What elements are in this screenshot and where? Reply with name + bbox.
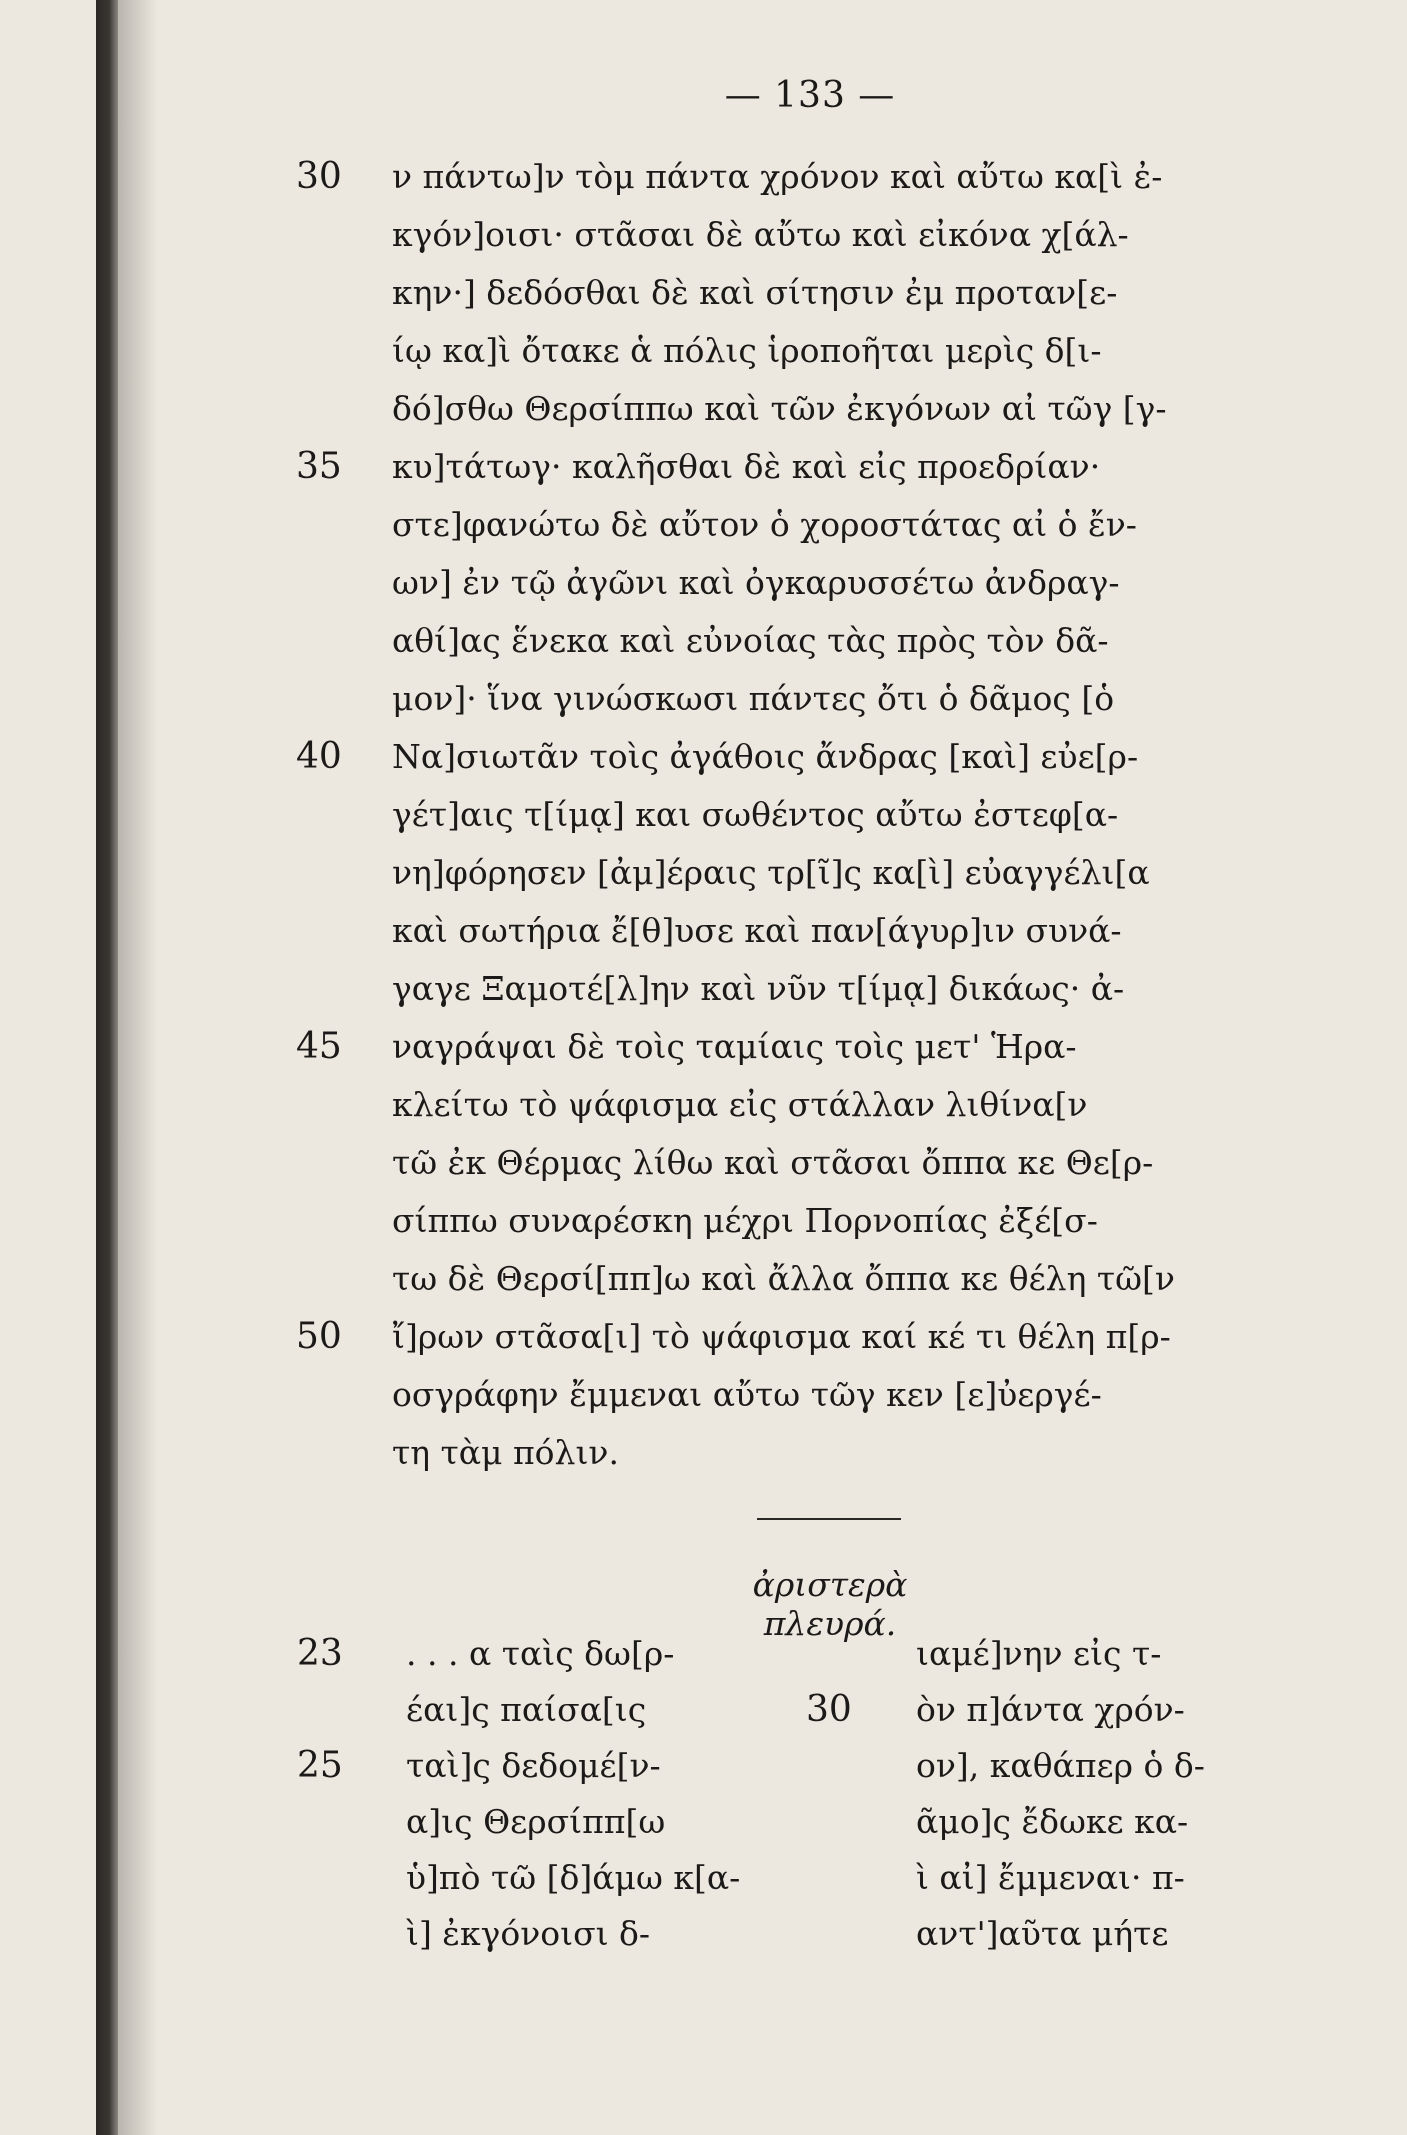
line-text: οσγράφην ἔμμεναι αὔτω τῶγ κεν [ε]ὐεργέ- <box>392 1375 1102 1414</box>
text-line <box>0 1424 1407 1482</box>
text-line <box>806 1681 1407 1739</box>
line-text: σίππω συναρέσκη μέχρι Πορνοπίας ἐξέ[σ- <box>392 1201 1098 1240</box>
text-line <box>0 1134 1407 1192</box>
text-line <box>0 1018 1407 1076</box>
line-number: 30 <box>296 156 342 197</box>
line-text: αντ']αῦτα μήτε <box>916 1914 1169 1953</box>
text-line <box>820 1737 1407 1795</box>
line-text: ἴ]ρων στᾶσα[ι] τὸ ψάφισμα καί κέ τι θέλη π[ρ- <box>392 1317 1171 1356</box>
line-text: ων] ἐν τῷ ἀγῶνι καὶ ὀγκαρυσσέτω ἀνδραγ- <box>392 563 1120 602</box>
line-text: μον]· ἵνα γινώσκωσι πάντες ὄτι ὁ δᾶμος [ὁ <box>392 679 1115 718</box>
line-text: ὶ αἰ] ἔμμεναι· π- <box>916 1858 1185 1897</box>
text-line <box>0 148 1407 206</box>
line-text: αθί]ας ἕνεκα καὶ εὐνοίας τὰς πρὸς τὸν δᾶ- <box>392 621 1109 660</box>
text-line <box>0 206 1407 264</box>
line-text: ὶ] ἐκγόνοισι δ- <box>406 1914 651 1953</box>
line-text: έαι]ς παίσα[ις <box>406 1690 647 1729</box>
line-text: ᾶμο]ς ἔδωκε κα- <box>916 1802 1189 1841</box>
text-line <box>0 322 1407 380</box>
line-number: 35 <box>296 446 342 487</box>
line-text: γέτ]αις τ[ίμᾳ] και σωθέντος αὔτω ἐστεφ[α- <box>392 795 1119 834</box>
text-line <box>0 1250 1407 1308</box>
line-text: τῶ ἐκ Θέρμας λίθω καὶ στᾶσαι ὄππα κε Θε[ρ- <box>392 1143 1154 1182</box>
line-text: νη]φόρησεν [ἀμ]έραις τρ[ῖ]ς κα[ὶ] εὐαγγέλι[α <box>392 853 1150 892</box>
line-text: κυ]τάτωγ· καλῆσθαι δὲ καὶ εἰς προεδρίαν· <box>392 447 1101 486</box>
section-heading: ἀριστερὰ πλευρά. <box>752 1565 908 1643</box>
page-number: — 133 — <box>724 75 896 116</box>
text-line <box>0 1308 1407 1366</box>
text-line <box>0 554 1407 612</box>
text-line <box>0 902 1407 960</box>
text-line <box>0 264 1407 322</box>
line-text: ὸν π]άντα χρόν- <box>916 1690 1185 1729</box>
line-text: τω δὲ Θερσί[ππ]ω καὶ ἄλλα ὄππα κε θέλη τῶ[ν <box>392 1259 1175 1298</box>
text-line <box>0 380 1407 438</box>
line-text: τη τὰμ πόλιν. <box>392 1433 619 1472</box>
line-text: ὑ]πὸ τῶ [δ]άμω κ[α- <box>406 1858 741 1897</box>
line-text: . . . α ταὶς δω[ρ- <box>406 1634 675 1673</box>
line-text: Να]σιωτᾶν τοὶς ἀγάθοις ἄνδρας [καὶ] εὐε[ρ- <box>392 737 1139 776</box>
line-number: 45 <box>296 1026 342 1067</box>
line-number: 25 <box>297 1745 343 1786</box>
line-text: κγόν]οισι· στᾶσαι δὲ αὔτω καὶ εἰκόνα χ[άλ- <box>392 215 1129 254</box>
line-text: κην·] δεδόσθαι δὲ καὶ σίτησιν ἐμ προταν[ε- <box>392 273 1118 312</box>
text-line <box>0 960 1407 1018</box>
line-number: 50 <box>296 1316 342 1357</box>
line-number: 30 <box>806 1689 852 1730</box>
line-text: ν πάντω]ν τὸμ πάντα χρόνον καὶ αὔτω κα[ὶ ἐ- <box>392 157 1163 196</box>
line-text: ναγράψαι δὲ τοὶς ταμίαις τοὶς μετ' Ἡρα- <box>392 1027 1077 1066</box>
text-line <box>0 844 1407 902</box>
text-line <box>0 728 1407 786</box>
text-line <box>0 786 1407 844</box>
line-number: 23 <box>297 1633 343 1674</box>
text-line <box>0 1076 1407 1134</box>
line-text: κλείτω τὸ ψάφισμα εἰς στάλλαν λιθίνα[ν <box>392 1085 1088 1124</box>
text-line <box>0 1192 1407 1250</box>
text-line <box>0 496 1407 554</box>
text-line <box>0 612 1407 670</box>
text-line <box>820 1905 1407 1963</box>
line-text: καὶ σωτήρια ἔ[θ]υσε καὶ παν[άγυρ]ιν συνά- <box>392 911 1122 950</box>
line-text: α]ις Θερσίππ[ω <box>406 1802 666 1841</box>
text-line <box>0 670 1407 728</box>
text-line <box>820 1625 1407 1683</box>
line-text: ον], καθάπερ ὁ δ- <box>916 1746 1205 1785</box>
line-text: στε]φανώτω δὲ αὔτον ὁ χοροστάτας αἰ ὁ ἔν- <box>392 505 1137 544</box>
line-text: ίῳ κα]ὶ ὄτακε ἁ πόλις ἱροποῆται μερὶς δ[ι- <box>392 331 1102 370</box>
text-line <box>820 1793 1407 1851</box>
line-text: δό]σθω Θερσίππω καὶ τῶν ἐκγόνων αἰ τῶγ [γ- <box>392 389 1167 428</box>
line-text: ιαμέ]νην εἰς τ- <box>916 1634 1162 1673</box>
text-line <box>0 1366 1407 1424</box>
text-line <box>820 1849 1407 1907</box>
line-text: γαγε Ξαμοτέ[λ]ην καὶ νῦν τ[ίμᾳ] δικάως· ἀ- <box>392 969 1125 1008</box>
section-divider <box>757 1518 901 1520</box>
text-line <box>0 438 1407 496</box>
line-text: ταὶ]ς δεδομέ[ν- <box>406 1746 661 1785</box>
line-number: 40 <box>296 736 342 777</box>
